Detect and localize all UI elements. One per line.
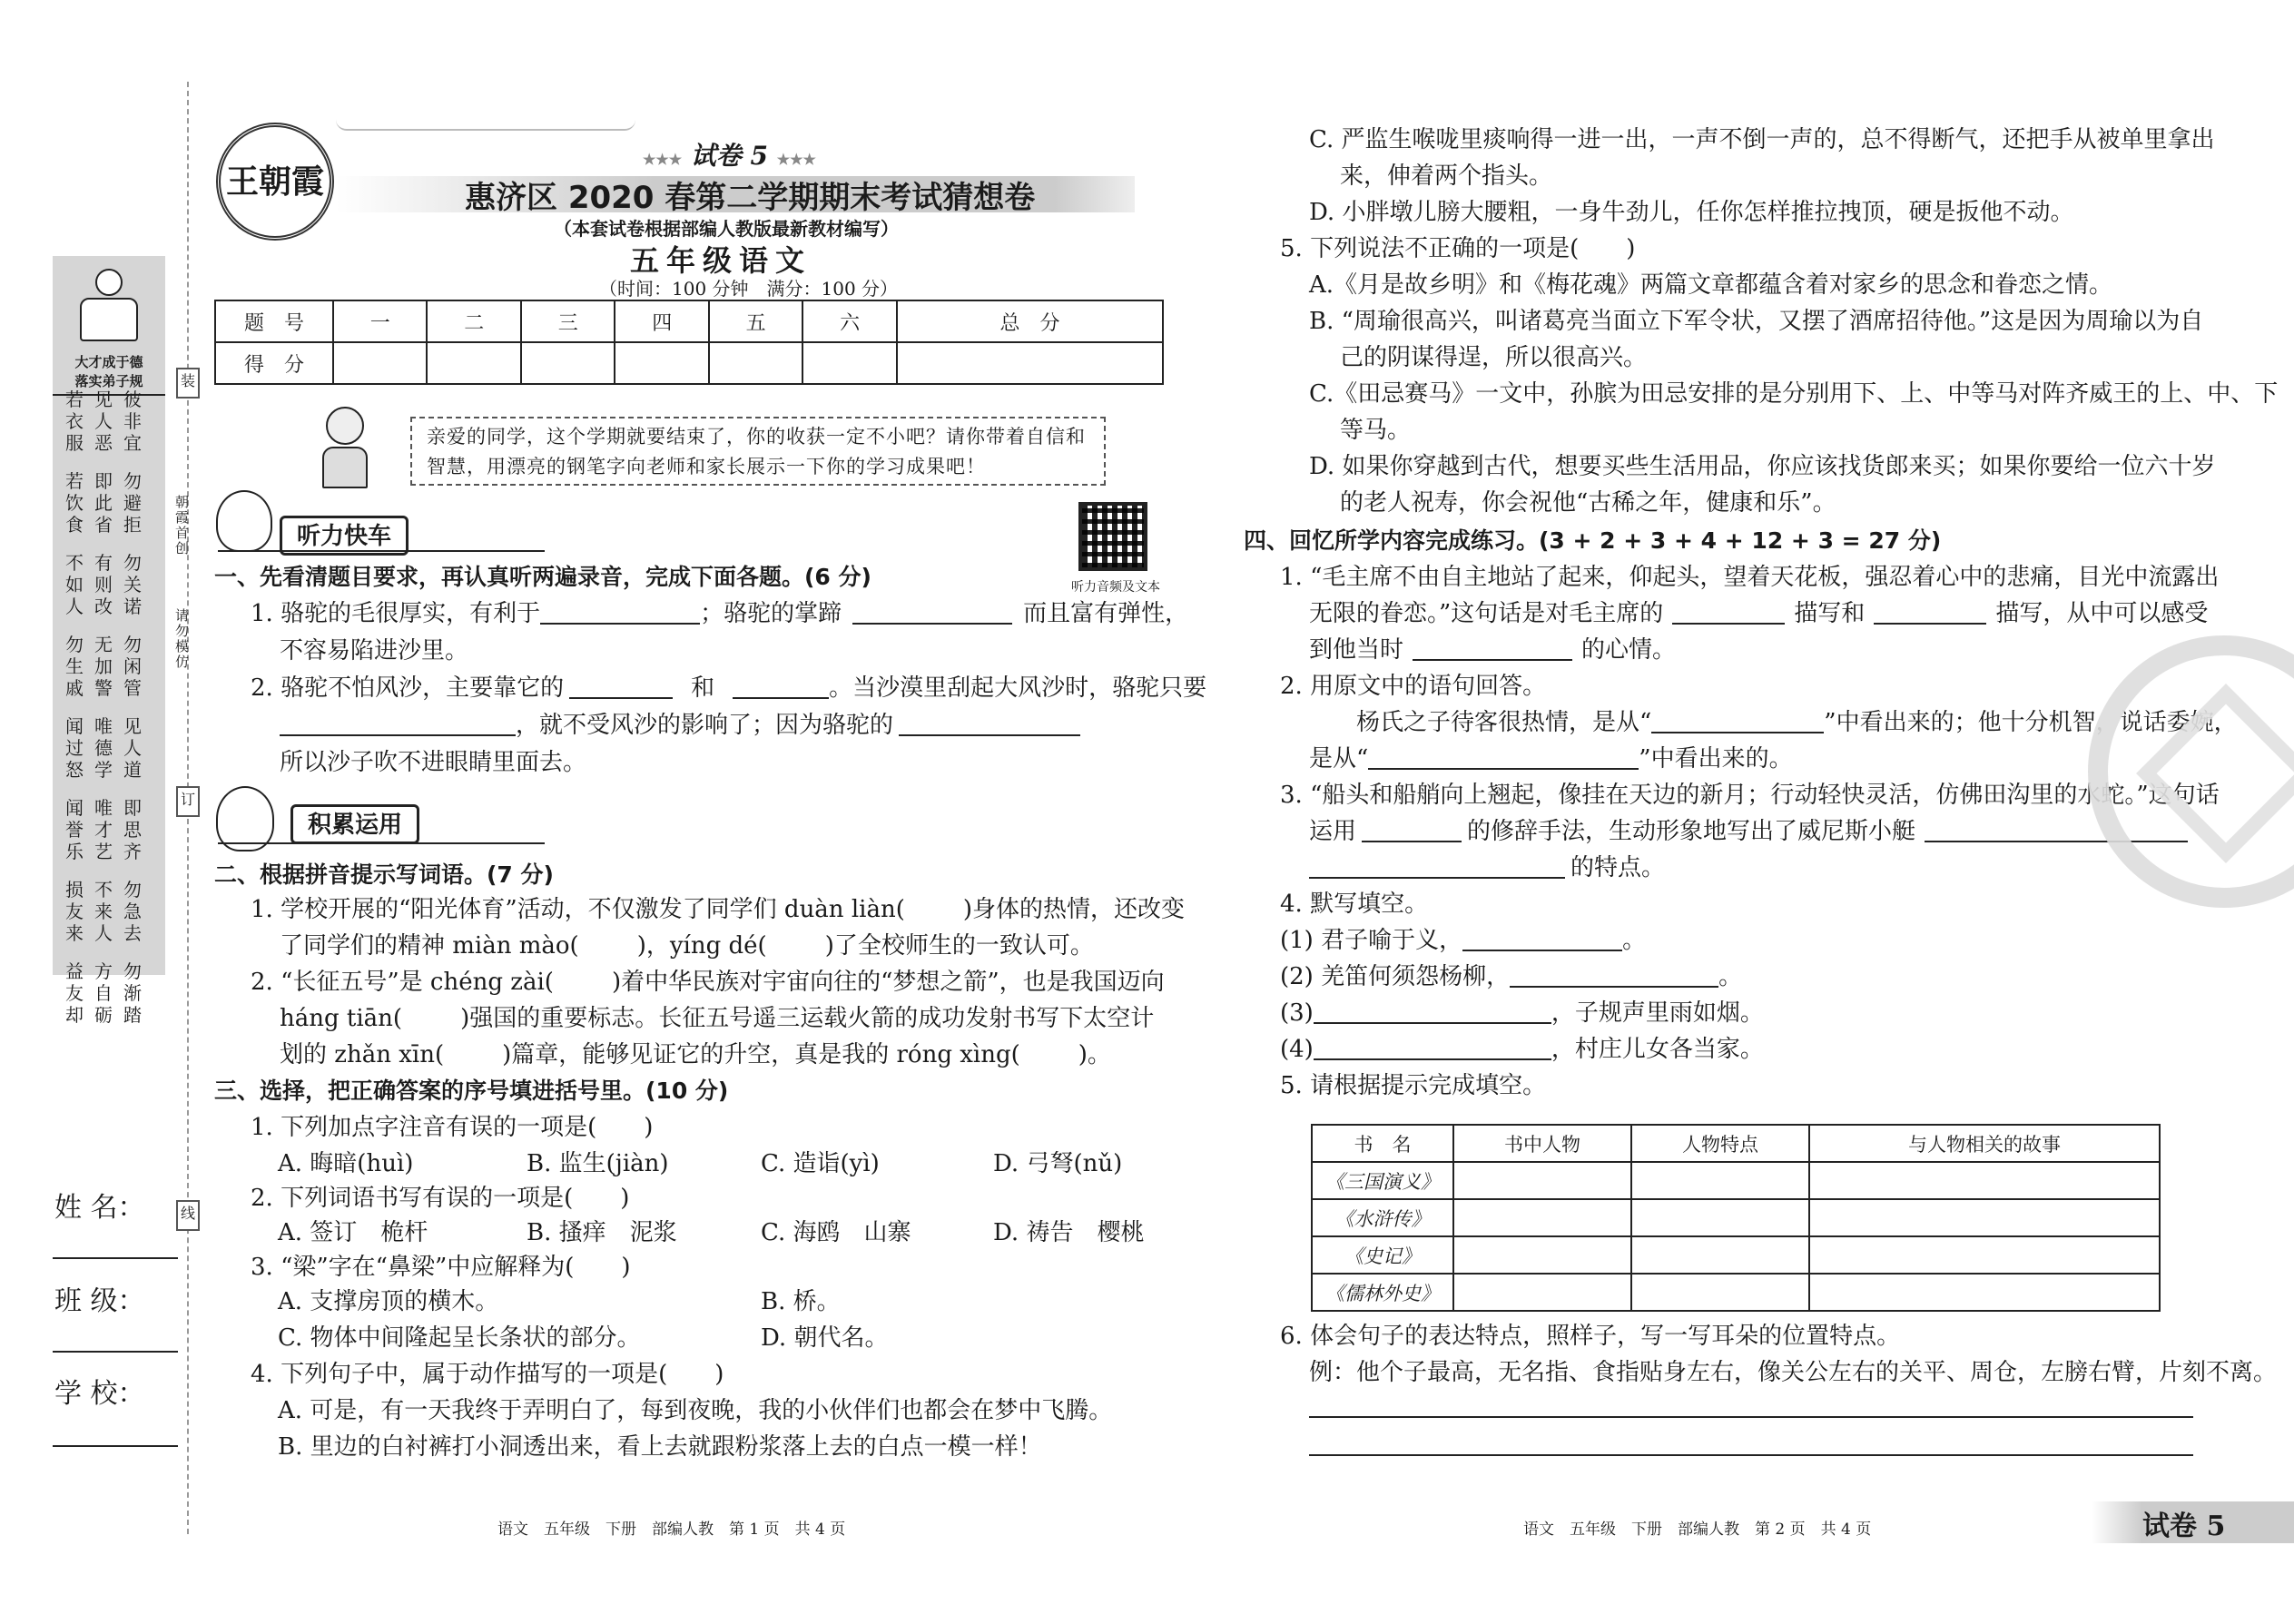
q4-title: 四、回忆所学内容完成练习。(3 + 2 + 3 + 4 + 12 + 3 = 27 分)	[1244, 527, 1942, 554]
series-label: 试卷 5	[690, 141, 769, 171]
q4-1-line2: 无限的眷恋。”这句话是对毛主席的 描写和 描写，从中可以感受	[1309, 600, 2209, 627]
q3-s5-option-cont: 等马。	[1340, 417, 1412, 444]
binding-tag: 订	[176, 786, 200, 817]
q4-5: 5. 请根据提示完成填空。	[1280, 1072, 1547, 1099]
q3-s1-option[interactable]: D. 弓弩(nǔ)	[993, 1150, 1123, 1177]
stars: ★★★	[643, 151, 683, 168]
ribbon	[336, 120, 635, 131]
q3-s3-option[interactable]: A. 支撑房顶的横木。	[278, 1288, 499, 1315]
greeting-box: 亲爱的同学，这个学期就要结束了，你的收获一定不小吧？请你带着自信和智慧，用漂亮的钢笔字向老师和家长展示一下你的学习成果吧！	[410, 417, 1106, 486]
table-row: 《三国演义》	[1312, 1162, 2160, 1199]
footer-badge: 试卷 5	[2142, 1511, 2226, 1542]
q2-line4: háng tiān( )强国的重要标志。长征五号遥三运载火箭的成功发射书写下太空计	[280, 1005, 1155, 1032]
q3-s4: 4. 下列句子中，属于动作描写的一项是( )	[251, 1361, 724, 1388]
q3-s1: 1. 下列加点字注音有误的一项是( )	[251, 1114, 654, 1141]
q3-s1-option[interactable]: A. 晦暗(huì)	[278, 1150, 414, 1177]
table-row: 《史记》	[1312, 1236, 2160, 1274]
class-field[interactable]	[53, 1351, 178, 1353]
subtitle: （本套试卷根据部编人教版最新教材编写）	[554, 218, 899, 240]
q3-s4-option[interactable]: B. 里边的白衬裤打小洞透出来，看上去就跟粉浆落上去的白点一模一样！	[278, 1433, 1042, 1461]
q1-line4: ，就不受风沙的影响了；因为骆驼的	[280, 707, 1080, 743]
q4-6-example: 例：他个子最高，无名指、食指贴身左右，像关公左右的关平、周仓，左膀右臂，片刻不离。	[1309, 1359, 2278, 1386]
q4-3-line2: 运用 的修辞手法，生动形象地写出了威尼斯小艇	[1309, 813, 2188, 850]
footer-left: 语文 五年级 下册 部编人教 第 1 页 共 4 页	[497, 1521, 846, 1539]
slogan-vertical: 请勿模仿	[173, 608, 190, 670]
q2-line2: 了同学们的精神 miàn mào( )，yíng dé( )了全校师生的一致认可。	[280, 932, 1094, 960]
q4-2-line2: 是从“ ”中看出来的。	[1309, 745, 1793, 773]
time-info: （时间：100 分钟 满分：100 分）	[599, 278, 899, 300]
q1-line3: 2. 骆驼不怕风沙，主要靠它的 和 。当沙漠里刮起大风沙时，骆驼只要	[251, 674, 1207, 702]
name-field[interactable]	[53, 1257, 178, 1259]
q1-title: 一、先看清题目要求，再认真听两遍录音，完成下面各题。(6 分)	[214, 564, 871, 590]
footer-right: 语文 五年级 下册 部编人教 第 2 页 共 4 页	[1523, 1521, 1872, 1539]
q3-s4-option[interactable]: D. 小胖墩儿膀大腰粗，一身牛劲儿，任你怎样推拉拽顶，硬是扳他不动。	[1309, 199, 2074, 226]
q4-2: 2. 用原文中的语句回答。	[1280, 673, 1547, 700]
table-row: 书 名 书中人物 人物特点 与人物相关的故事	[1312, 1125, 2160, 1162]
q4-4-b: (2) 羌笛何须怨杨柳， 。	[1280, 963, 1743, 990]
q4-4-c: (3) ，子规声里雨如烟。	[1280, 999, 1764, 1027]
q4-1-line1: 1. “毛主席不由自主地站了起来，仰起头，望着天花板，强忍着心中的悲痛，目光中流露出	[1280, 564, 2220, 591]
q1-line2: 不容易陷进沙里。	[280, 637, 469, 664]
section-accumulate: 积累运用	[290, 804, 419, 844]
binding-tag: 装	[176, 368, 200, 399]
q3-s5-option[interactable]: A.《月是故乡明》和《梅花魂》两篇文章都蕴含着对家乡的思念和眷恋之情。	[1309, 271, 2113, 299]
books-table	[1311, 1124, 2161, 1312]
q4-4: 4. 默写填空。	[1280, 891, 1429, 918]
qr-caption: 听力音频及文本	[1071, 580, 1160, 595]
q3-s5-option[interactable]: C.《田忌赛马》一文中，孙膑为田忌安排的是分别用下、上、中等马对阵齐威王的上、中、下	[1309, 380, 2279, 408]
logo: 王朝霞	[216, 123, 334, 241]
q2-line1: 1. 学校开展的“阳光体育”活动，不仅激发了同学们 duàn liàn( )身体的热情，还改变	[251, 896, 1185, 923]
class-label: 班 级：	[54, 1285, 145, 1317]
section-listening: 听力快车	[280, 516, 409, 556]
school-field[interactable]	[53, 1445, 178, 1447]
table-row: 《儒林外史》	[1312, 1274, 2160, 1311]
q3-s5-option-cont: 的老人祝寿，你会祝他“古稀之年，健康和乐”。	[1340, 489, 1836, 517]
q4-4-d: (4) ，村庄儿女各当家。	[1280, 1036, 1764, 1063]
girl-illustration	[216, 490, 272, 552]
teacher-illustration	[313, 407, 377, 488]
q3-s3-option[interactable]: C. 物体中间隆起呈长条状的部分。	[278, 1324, 641, 1352]
q3-s1-option[interactable]: C. 造诣(yì)	[761, 1150, 880, 1177]
school-label: 学 校：	[54, 1378, 145, 1410]
table-row: 得 分	[215, 342, 1163, 384]
q3-s2-option[interactable]: A. 签订 桅杆	[278, 1219, 428, 1246]
binding-tag: 线	[176, 1200, 200, 1231]
q3-s4-option[interactable]: C. 严监生喉咙里痰响得一进一出，一声不倒一声的，总不得断气，还把手从被单里拿出	[1309, 126, 2215, 153]
q3-s5: 5. 下列说法不正确的一项是( )	[1280, 235, 1636, 262]
secret-seal	[2088, 635, 2294, 908]
scholar-illustration	[73, 265, 145, 347]
table-row: 题 号 一 二 三 四 五 六 总 分	[215, 300, 1163, 342]
q3-s2-option[interactable]: C. 海鸥 山寨	[761, 1219, 911, 1246]
table-row: 《水浒传》	[1312, 1199, 2160, 1236]
q4-3-line3: 的特点。	[1309, 850, 1665, 886]
q3-s5-option[interactable]: B. “周瑜很高兴，叫诸葛亮当面立下军令状，又摆了酒席招待他。”这是因为周瑜以为自	[1309, 308, 2204, 335]
q2-line3: 2. “长征五号”是 chéng zài( )着中华民族对宇宙向往的“梦想之箭”，也是我国迈向	[251, 969, 1165, 996]
stars: ★★★	[776, 151, 816, 168]
q3-s2: 2. 下列词语书写有误的一项是( )	[251, 1185, 630, 1212]
score-table	[214, 300, 1164, 385]
q1-line1: 1. 骆驼的毛很厚实，有利于 ；骆驼的掌蹄 而且富有弹性，	[251, 600, 1189, 627]
q3-s3-option[interactable]: D. 朝代名。	[761, 1324, 889, 1352]
q3-s3-option[interactable]: B. 桥。	[761, 1288, 841, 1315]
grade-subject: 五年级语文	[630, 243, 812, 278]
answer-line[interactable]	[1309, 1454, 2193, 1456]
q3-s2-option[interactable]: D. 祷告 樱桃	[993, 1219, 1145, 1246]
q3-s2-option[interactable]: B. 搔痒 泥浆	[527, 1219, 677, 1246]
q1-line5: 所以沙子吹不进眼睛里面去。	[280, 749, 587, 776]
q2-title: 二、根据拼音提示写词语。(7 分)	[214, 861, 554, 888]
answer-line[interactable]	[1309, 1416, 2193, 1418]
series-line	[643, 136, 816, 172]
q4-4-a: (1) 君子喻于义， 。	[1280, 927, 1647, 954]
section-underline	[218, 550, 545, 552]
qr-code[interactable]	[1078, 502, 1147, 571]
q4-1-line3: 到他当时 的心情。	[1309, 636, 1677, 664]
q3-title: 三、选择，把正确答案的序号填进括号里。(10 分)	[214, 1078, 729, 1104]
slogan: 大才成于德	[74, 354, 143, 370]
q3-s5-option[interactable]: D. 如果你穿越到古代，想要买些生活用品，你应该找货郎来买；如果你要给一位六十岁	[1309, 453, 2216, 480]
slogan-vertical: 朝霞首创	[173, 495, 190, 556]
section-underline	[218, 842, 545, 844]
q4-6: 6. 体会句子的表达特点，照样子，写一写耳朵的位置特点。	[1280, 1323, 1901, 1350]
dizigui-grid: 若见彼 衣人非 服恶宜 若即勿 饮此避 食省拒 不有勿 如则关 人改诺 勿无勿 生加闲 戚警管 闻唯见 过德人 怒学道 闻唯即 誉才思 乐艺齐 损不勿 友来急 来人去 益方勿 友自渐 却砺踏	[65, 389, 153, 1026]
q3-s4-option-cont: 来，伸着两个指头。	[1340, 162, 1553, 190]
q3-s3: 3. “梁”字在“鼻梁”中应解释为( )	[251, 1254, 631, 1281]
q2-line5: 划的 zhǎn xīn( )篇章，能够见证它的升空，真是我的 róng xìng( )。	[280, 1041, 1111, 1068]
page-title: 惠济区 2020 春第二学期期末考试猜想卷	[465, 180, 1036, 216]
slogan: 落实弟子规	[53, 371, 165, 396]
q4-2-line1: 杨氏之子待客很热情，是从“ ”中看出来的；他十分机智，说话委婉，	[1356, 709, 2238, 736]
q3-s5-option-cont: 己的阴谋得逞，所以很高兴。	[1340, 344, 1648, 371]
q3-s4-option[interactable]: A. 可是，有一天我终于弄明白了，每到夜晚，我的小伙伴们也都会在梦中飞腾。	[278, 1397, 1113, 1424]
q3-s1-option[interactable]: B. 监生(jiàn)	[527, 1150, 669, 1177]
q4-3-line1: 3. “船头和船艄向上翘起，像挂在天边的新月；行动轻快灵活，仿佛田沟里的水蛇。”这句话	[1280, 782, 2220, 809]
name-label: 姓 名：	[54, 1192, 145, 1224]
